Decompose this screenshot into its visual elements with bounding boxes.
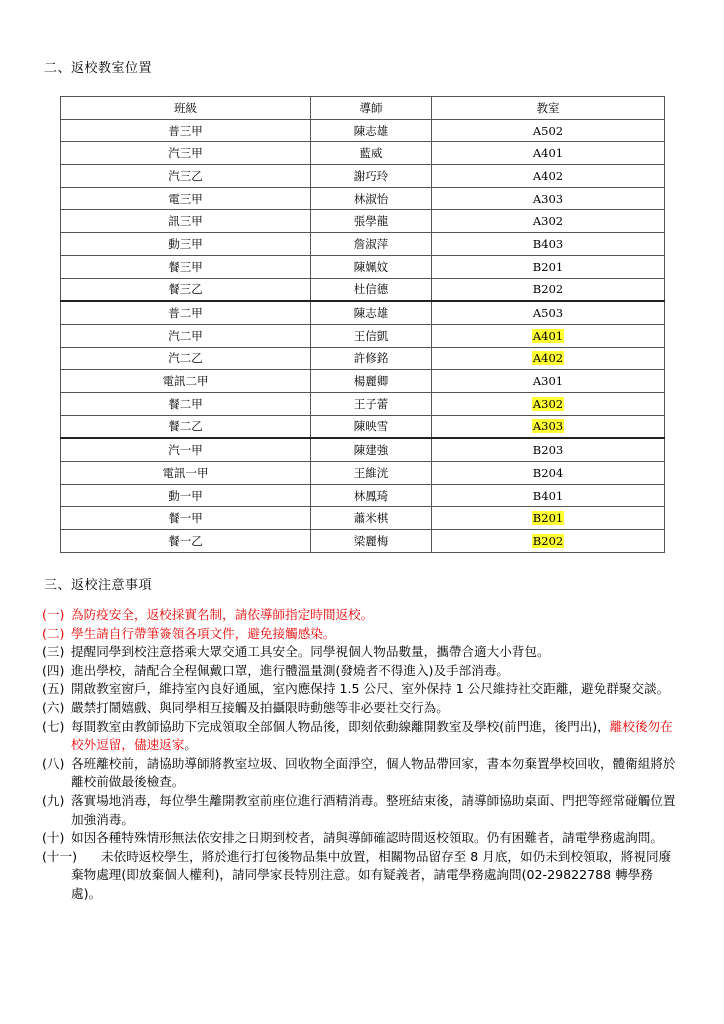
class-cell-text: 餐一乙 bbox=[168, 533, 203, 548]
teacher-cell-text: 陳志雄 bbox=[353, 123, 389, 138]
teacher-cell bbox=[311, 462, 432, 485]
room-cell bbox=[432, 210, 665, 233]
room-cell bbox=[432, 507, 665, 530]
notice-number: (三) bbox=[42, 644, 65, 660]
notice-text: 未依時返校學生，將於進行打包後物品集中放置，相關物品留存至 8 月底，如仍未到校領取，將視同廢棄物處理(即放棄個人權利)，請同學家長特別注意。如有疑義者，請電學務處詢問(02-29822788 轉學務處)。 bbox=[71, 848, 672, 901]
class-cell bbox=[61, 165, 311, 188]
class-cell bbox=[61, 462, 311, 485]
table-row bbox=[61, 142, 665, 165]
room-cell-text: B202 bbox=[532, 533, 564, 548]
section-3-heading: 三、返校注意事項 bbox=[44, 578, 153, 593]
room-cell bbox=[432, 301, 665, 324]
notice-number: (八) bbox=[42, 755, 65, 771]
room-cell bbox=[432, 462, 665, 485]
notice-text: 為防疫安全，返校採實名制，請依導師指定時間返校。 bbox=[71, 607, 374, 622]
teacher-cell-text: 楊麗卿 bbox=[353, 374, 389, 389]
class-cell-text: 汽三甲 bbox=[168, 146, 203, 161]
notice-number: (十) bbox=[42, 830, 65, 846]
class-cell-text: 電三甲 bbox=[168, 191, 203, 206]
class-cell bbox=[61, 484, 311, 507]
teacher-cell bbox=[311, 370, 432, 393]
class-cell-text: 電訊二甲 bbox=[162, 374, 209, 389]
room-cell-text: A401 bbox=[532, 328, 564, 343]
room-cell-text: B204 bbox=[532, 465, 564, 480]
room-cell bbox=[432, 187, 665, 210]
table-row bbox=[61, 347, 665, 370]
class-cell-text: 電訊一甲 bbox=[162, 465, 209, 480]
teacher-cell bbox=[311, 301, 432, 324]
notice-number: (五) bbox=[42, 681, 65, 697]
class-cell-text: 汽二乙 bbox=[168, 351, 203, 366]
table-row bbox=[61, 301, 665, 324]
class-cell-text: 餐三甲 bbox=[168, 259, 203, 274]
room-cell bbox=[432, 370, 665, 393]
room-cell bbox=[432, 165, 665, 188]
table-row bbox=[61, 165, 665, 188]
teacher-cell bbox=[311, 233, 432, 256]
class-cell bbox=[61, 324, 311, 347]
table-row bbox=[61, 210, 665, 233]
classroom-table bbox=[60, 96, 665, 553]
teacher-cell-text: 藍威 bbox=[359, 146, 383, 161]
notice-item bbox=[42, 625, 682, 644]
room-cell-text: A302 bbox=[532, 396, 564, 411]
notice-item bbox=[42, 829, 682, 848]
notice-text: 提醒同學到校注意搭乘大眾交通工具安全。同學視個人物品數量，攜帶合適大小背包。 bbox=[71, 644, 550, 660]
class-cell-text: 餐二甲 bbox=[168, 396, 203, 411]
class-cell bbox=[61, 187, 311, 210]
notice-item bbox=[42, 792, 682, 829]
notice-number: (九) bbox=[42, 792, 65, 808]
class-cell bbox=[61, 255, 311, 278]
table-row bbox=[61, 530, 665, 553]
room-cell-text: A503 bbox=[532, 306, 564, 321]
teacher-cell bbox=[311, 438, 432, 461]
table-row bbox=[61, 484, 665, 507]
class-cell-text: 普二甲 bbox=[168, 306, 203, 321]
notice-item bbox=[42, 643, 682, 662]
table-row bbox=[61, 438, 665, 461]
teacher-cell-text: 梁麗梅 bbox=[353, 533, 389, 548]
teacher-cell bbox=[311, 415, 432, 438]
teacher-cell-text: 陳映雪 bbox=[353, 419, 389, 434]
table-row bbox=[61, 278, 665, 301]
teacher-cell bbox=[311, 165, 432, 188]
notice-text: 每間教室由教師協助下完成領取全部個人物品後，即刻依動線離開教室及學校(前門進，後門出)， bbox=[71, 718, 610, 734]
room-cell bbox=[432, 142, 665, 165]
notice-text: 進出學校，請配合全程佩戴口罩，進行體溫量測(發燒者不得進入)及手部消毒。 bbox=[71, 662, 510, 678]
notice-item bbox=[42, 718, 682, 755]
notice-list bbox=[42, 606, 682, 904]
notice-text-emphasis: 離校後勿在校外逗留，儘速返家 bbox=[71, 718, 673, 753]
room-cell-text: A502 bbox=[532, 123, 564, 138]
teacher-cell-text: 杜信德 bbox=[353, 282, 389, 297]
teacher-cell bbox=[311, 278, 432, 301]
class-cell-text: 動一甲 bbox=[168, 488, 203, 503]
room-cell bbox=[432, 119, 665, 142]
class-cell-text: 汽二甲 bbox=[168, 328, 203, 343]
teacher-cell bbox=[311, 392, 432, 415]
table-row bbox=[61, 233, 665, 256]
teacher-cell-text: 王維洸 bbox=[353, 465, 389, 480]
class-cell-text: 餐二乙 bbox=[168, 419, 203, 434]
table-row bbox=[61, 187, 665, 210]
teacher-cell-text: 謝巧玲 bbox=[353, 168, 389, 183]
teacher-cell-text: 陳姵妏 bbox=[353, 259, 389, 274]
notice-text-end: 。 bbox=[184, 737, 197, 753]
notice-item bbox=[42, 848, 682, 904]
class-cell bbox=[61, 392, 311, 415]
teacher-cell bbox=[311, 187, 432, 210]
room-cell bbox=[432, 347, 665, 370]
class-cell bbox=[61, 530, 311, 553]
teacher-cell bbox=[311, 119, 432, 142]
header-room: 教室 bbox=[432, 97, 665, 120]
class-cell bbox=[61, 119, 311, 142]
class-cell bbox=[61, 278, 311, 301]
teacher-cell bbox=[311, 507, 432, 530]
room-cell-text: A301 bbox=[532, 374, 564, 389]
teacher-cell-text: 陳建強 bbox=[353, 443, 389, 458]
notice-text: 落實場地消毒，每位學生離開教室前座位進行酒精消毒。整班結束後，請導師協助桌面、門把等經常碰觸位置加強消毒。 bbox=[71, 792, 676, 827]
table-row bbox=[61, 370, 665, 393]
notice-item bbox=[42, 606, 682, 625]
teacher-cell-text: 王信凱 bbox=[353, 328, 389, 343]
notice-text: 各班離校前，請協助導師將教室垃圾、回收物全面淨空，個人物品帶回家，書本勿棄置學校回收，體衛組將於離校前做最後檢查。 bbox=[71, 755, 676, 790]
teacher-cell-text: 許修銘 bbox=[353, 351, 389, 366]
room-cell-text: B401 bbox=[532, 488, 564, 503]
table-row bbox=[61, 392, 665, 415]
notice-number: (四) bbox=[42, 662, 65, 678]
teacher-cell-text: 林鳳琦 bbox=[353, 488, 389, 503]
teacher-cell-text: 詹淑萍 bbox=[353, 236, 389, 251]
class-cell-text: 普三甲 bbox=[168, 123, 203, 138]
class-cell-text: 汽三乙 bbox=[168, 168, 203, 183]
notice-item bbox=[42, 755, 682, 792]
room-cell bbox=[432, 415, 665, 438]
notice-item bbox=[42, 680, 682, 699]
notice-number: (一) bbox=[42, 607, 65, 622]
table-header-row bbox=[61, 97, 665, 120]
room-cell bbox=[432, 484, 665, 507]
room-cell-text: A303 bbox=[532, 419, 564, 434]
teacher-cell-text: 林淑怡 bbox=[353, 191, 389, 206]
class-cell bbox=[61, 347, 311, 370]
header-class: 班級 bbox=[61, 97, 311, 120]
class-cell-text: 動三甲 bbox=[168, 236, 203, 251]
class-cell-text: 餐一甲 bbox=[168, 511, 203, 526]
class-cell bbox=[61, 370, 311, 393]
teacher-cell-text: 陳志雄 bbox=[353, 306, 389, 321]
notice-text: 如因各種特殊情形無法依安排之日期到校者，請與導師確認時間返校領取。仍有困難者，請電學務處詢問。 bbox=[71, 830, 663, 846]
teacher-cell bbox=[311, 347, 432, 370]
notice-item bbox=[42, 699, 682, 718]
room-cell-text: B403 bbox=[532, 236, 564, 251]
table-row bbox=[61, 462, 665, 485]
teacher-cell bbox=[311, 142, 432, 165]
teacher-cell bbox=[311, 484, 432, 507]
room-cell-text: B201 bbox=[532, 511, 564, 526]
room-cell-text: B201 bbox=[532, 259, 564, 274]
room-cell-text: A402 bbox=[532, 351, 564, 366]
room-cell-text: B203 bbox=[532, 443, 564, 458]
notice-number: (六) bbox=[42, 699, 65, 715]
teacher-cell bbox=[311, 255, 432, 278]
room-cell bbox=[432, 278, 665, 301]
table-row bbox=[61, 415, 665, 438]
teacher-cell-text: 張學龍 bbox=[353, 214, 389, 229]
notice-number: (二) bbox=[42, 625, 65, 641]
notice-number: (七) bbox=[42, 718, 65, 734]
notice-text: 嚴禁打鬧嬉戲、與同學相互接觸及拍攝限時動態等非必要社交行為。 bbox=[71, 699, 449, 715]
teacher-cell bbox=[311, 324, 432, 347]
class-cell bbox=[61, 142, 311, 165]
room-cell bbox=[432, 438, 665, 461]
table-row bbox=[61, 119, 665, 142]
class-cell bbox=[61, 301, 311, 324]
teacher-cell-text: 蕭米棋 bbox=[353, 511, 389, 526]
room-cell bbox=[432, 255, 665, 278]
class-cell bbox=[61, 415, 311, 438]
teacher-cell bbox=[311, 530, 432, 553]
class-cell bbox=[61, 233, 311, 256]
room-cell-text: A302 bbox=[532, 214, 564, 229]
table-row bbox=[61, 324, 665, 347]
notice-text: 開啟教室窗戶，維持室內良好通風，室內應保持 1.5 公尺、室外保持 1 公尺維持社交距離，避免群聚交談。 bbox=[71, 681, 670, 697]
section-2-heading: 二、返校教室位置 bbox=[44, 61, 153, 76]
notice-number: (十一) bbox=[42, 848, 78, 864]
room-cell bbox=[432, 324, 665, 347]
notice-text: 學生請自行帶筆簽領各項文件，避免接觸感染。 bbox=[71, 625, 336, 641]
room-cell-text: A401 bbox=[532, 146, 564, 161]
room-cell-text: B202 bbox=[532, 282, 564, 297]
room-cell-text: A303 bbox=[532, 191, 564, 206]
room-cell-text: A402 bbox=[532, 168, 564, 183]
notice-item bbox=[42, 662, 682, 681]
class-cell bbox=[61, 507, 311, 530]
teacher-cell bbox=[311, 210, 432, 233]
room-cell bbox=[432, 392, 665, 415]
table-row bbox=[61, 507, 665, 530]
class-cell-text: 汽一甲 bbox=[168, 443, 203, 458]
table-row bbox=[61, 255, 665, 278]
room-cell bbox=[432, 233, 665, 256]
class-cell bbox=[61, 210, 311, 233]
class-cell-text: 訊三甲 bbox=[168, 214, 203, 229]
header-teacher: 導師 bbox=[311, 97, 432, 120]
teacher-cell-text: 王子蕾 bbox=[353, 396, 389, 411]
room-cell bbox=[432, 530, 665, 553]
class-cell bbox=[61, 438, 311, 461]
class-cell-text: 餐三乙 bbox=[168, 282, 203, 297]
